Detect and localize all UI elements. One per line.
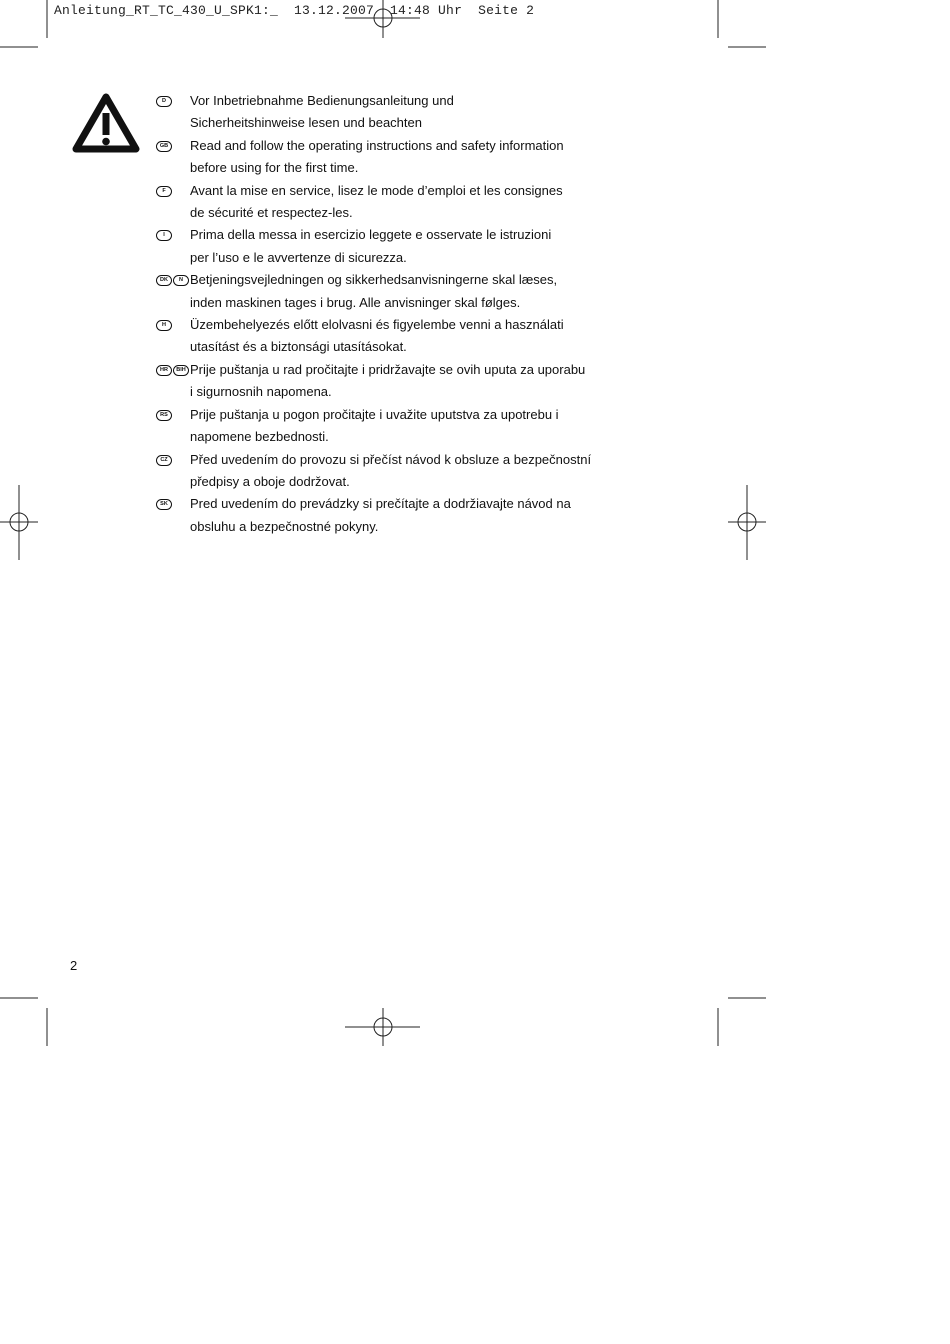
language-code (156, 449, 190, 466)
notice-line: Před uvedením do provozu si přečíst návod k obsluze a bezpečnostní (190, 451, 592, 467)
notice-line: předpisy a oboje dodržovat. (190, 473, 350, 489)
notice-line: Avant la mise en service, lisez le mode d’emploi et les consignes (190, 182, 563, 198)
notice-line: utasítást és a biztonsági utasításokat. (190, 339, 407, 355)
language-badge: SK (156, 499, 172, 510)
notice-entry (156, 224, 616, 269)
notice-text (190, 135, 564, 180)
notice-line: before using for the first time. (190, 160, 359, 176)
language-code (156, 269, 190, 286)
notice-line: Betjeningsvejledningen og sikkerhedsanvisningerne skal læses, (190, 272, 558, 288)
language-badge: H (156, 320, 172, 331)
notice-text (190, 493, 571, 538)
language-code (156, 359, 190, 376)
notice-line: Üzembehelyezés előtt elolvasni és figyelembe venni a használati (190, 317, 564, 333)
warning-triangle-icon (72, 93, 140, 153)
language-badge: GB (156, 141, 172, 152)
language-code (156, 135, 190, 152)
language-badge: BIH (173, 365, 189, 376)
notice-text (190, 269, 557, 314)
notice-line: Vor Inbetriebnahme Bedienungsanleitung und (190, 93, 454, 108)
notice-line: i sigurnosnih napomena. (190, 384, 332, 400)
language-badge: I (156, 230, 172, 241)
notice-line: napomene bezbednosti. (190, 429, 329, 445)
notice-line: Sicherheitshinweise lesen und beachten (190, 115, 422, 131)
language-code (156, 90, 190, 107)
notice-line: per l’uso e le avvertenze di sicurezza. (190, 249, 407, 265)
notice-entry (156, 90, 616, 135)
language-badge: N (173, 275, 189, 286)
notice-line: obsluhu a bezpečnostné pokyny. (190, 518, 379, 534)
notice-entry (156, 269, 616, 314)
notice-text (190, 224, 551, 269)
notice-line: Pred uvedením do prevádzky si prečítajte a dodržiavajte návod na (190, 496, 571, 512)
language-code (156, 180, 190, 197)
notice-line: inden maskinen tages i brug. Alle anvisninger skal følges. (190, 294, 521, 310)
language-badge: RS (156, 410, 172, 421)
notice-entry (156, 135, 616, 180)
language-code (156, 224, 190, 241)
notice-text (190, 180, 563, 225)
language-badge: CZ (156, 455, 172, 466)
language-badge: HR (156, 365, 172, 376)
print-header: Anleitung_RT_TC_430_U_SPK1:_ 13.12.2007 14:48 Uhr Seite 2 (54, 3, 535, 18)
language-badge: DK (156, 275, 172, 286)
notice-text (190, 314, 564, 359)
notice-entry (156, 180, 616, 225)
language-code (156, 493, 190, 510)
language-code (156, 314, 190, 331)
language-code (156, 404, 190, 421)
notice-entry (156, 314, 616, 359)
notice-entry (156, 493, 616, 538)
notice-text (190, 449, 591, 494)
notice-line: Read and follow the operating instructions and safety information (190, 137, 564, 153)
notice-entry (156, 449, 616, 494)
notice-line: Prije puštanja u pogon pročitajte i uvažite uputstva za upotrebu i (190, 406, 559, 422)
notice-line: Prije puštanja u rad pročitajte i pridržavajte se ovih uputa za uporabu (190, 361, 586, 377)
notice-line: Prima della messa in esercizio leggete e osservate le istruzioni (190, 227, 552, 243)
notice-text (190, 404, 559, 449)
language-badge: F (156, 186, 172, 197)
notice-text (190, 359, 585, 404)
notice-text (190, 90, 454, 135)
notice-entry (156, 359, 616, 404)
notice-line: de sécurité et respectez-les. (190, 205, 353, 221)
notice-entry (156, 404, 616, 449)
safety-notice-list (156, 90, 616, 538)
page-number: 2 (70, 958, 78, 973)
language-badge: D (156, 96, 172, 107)
